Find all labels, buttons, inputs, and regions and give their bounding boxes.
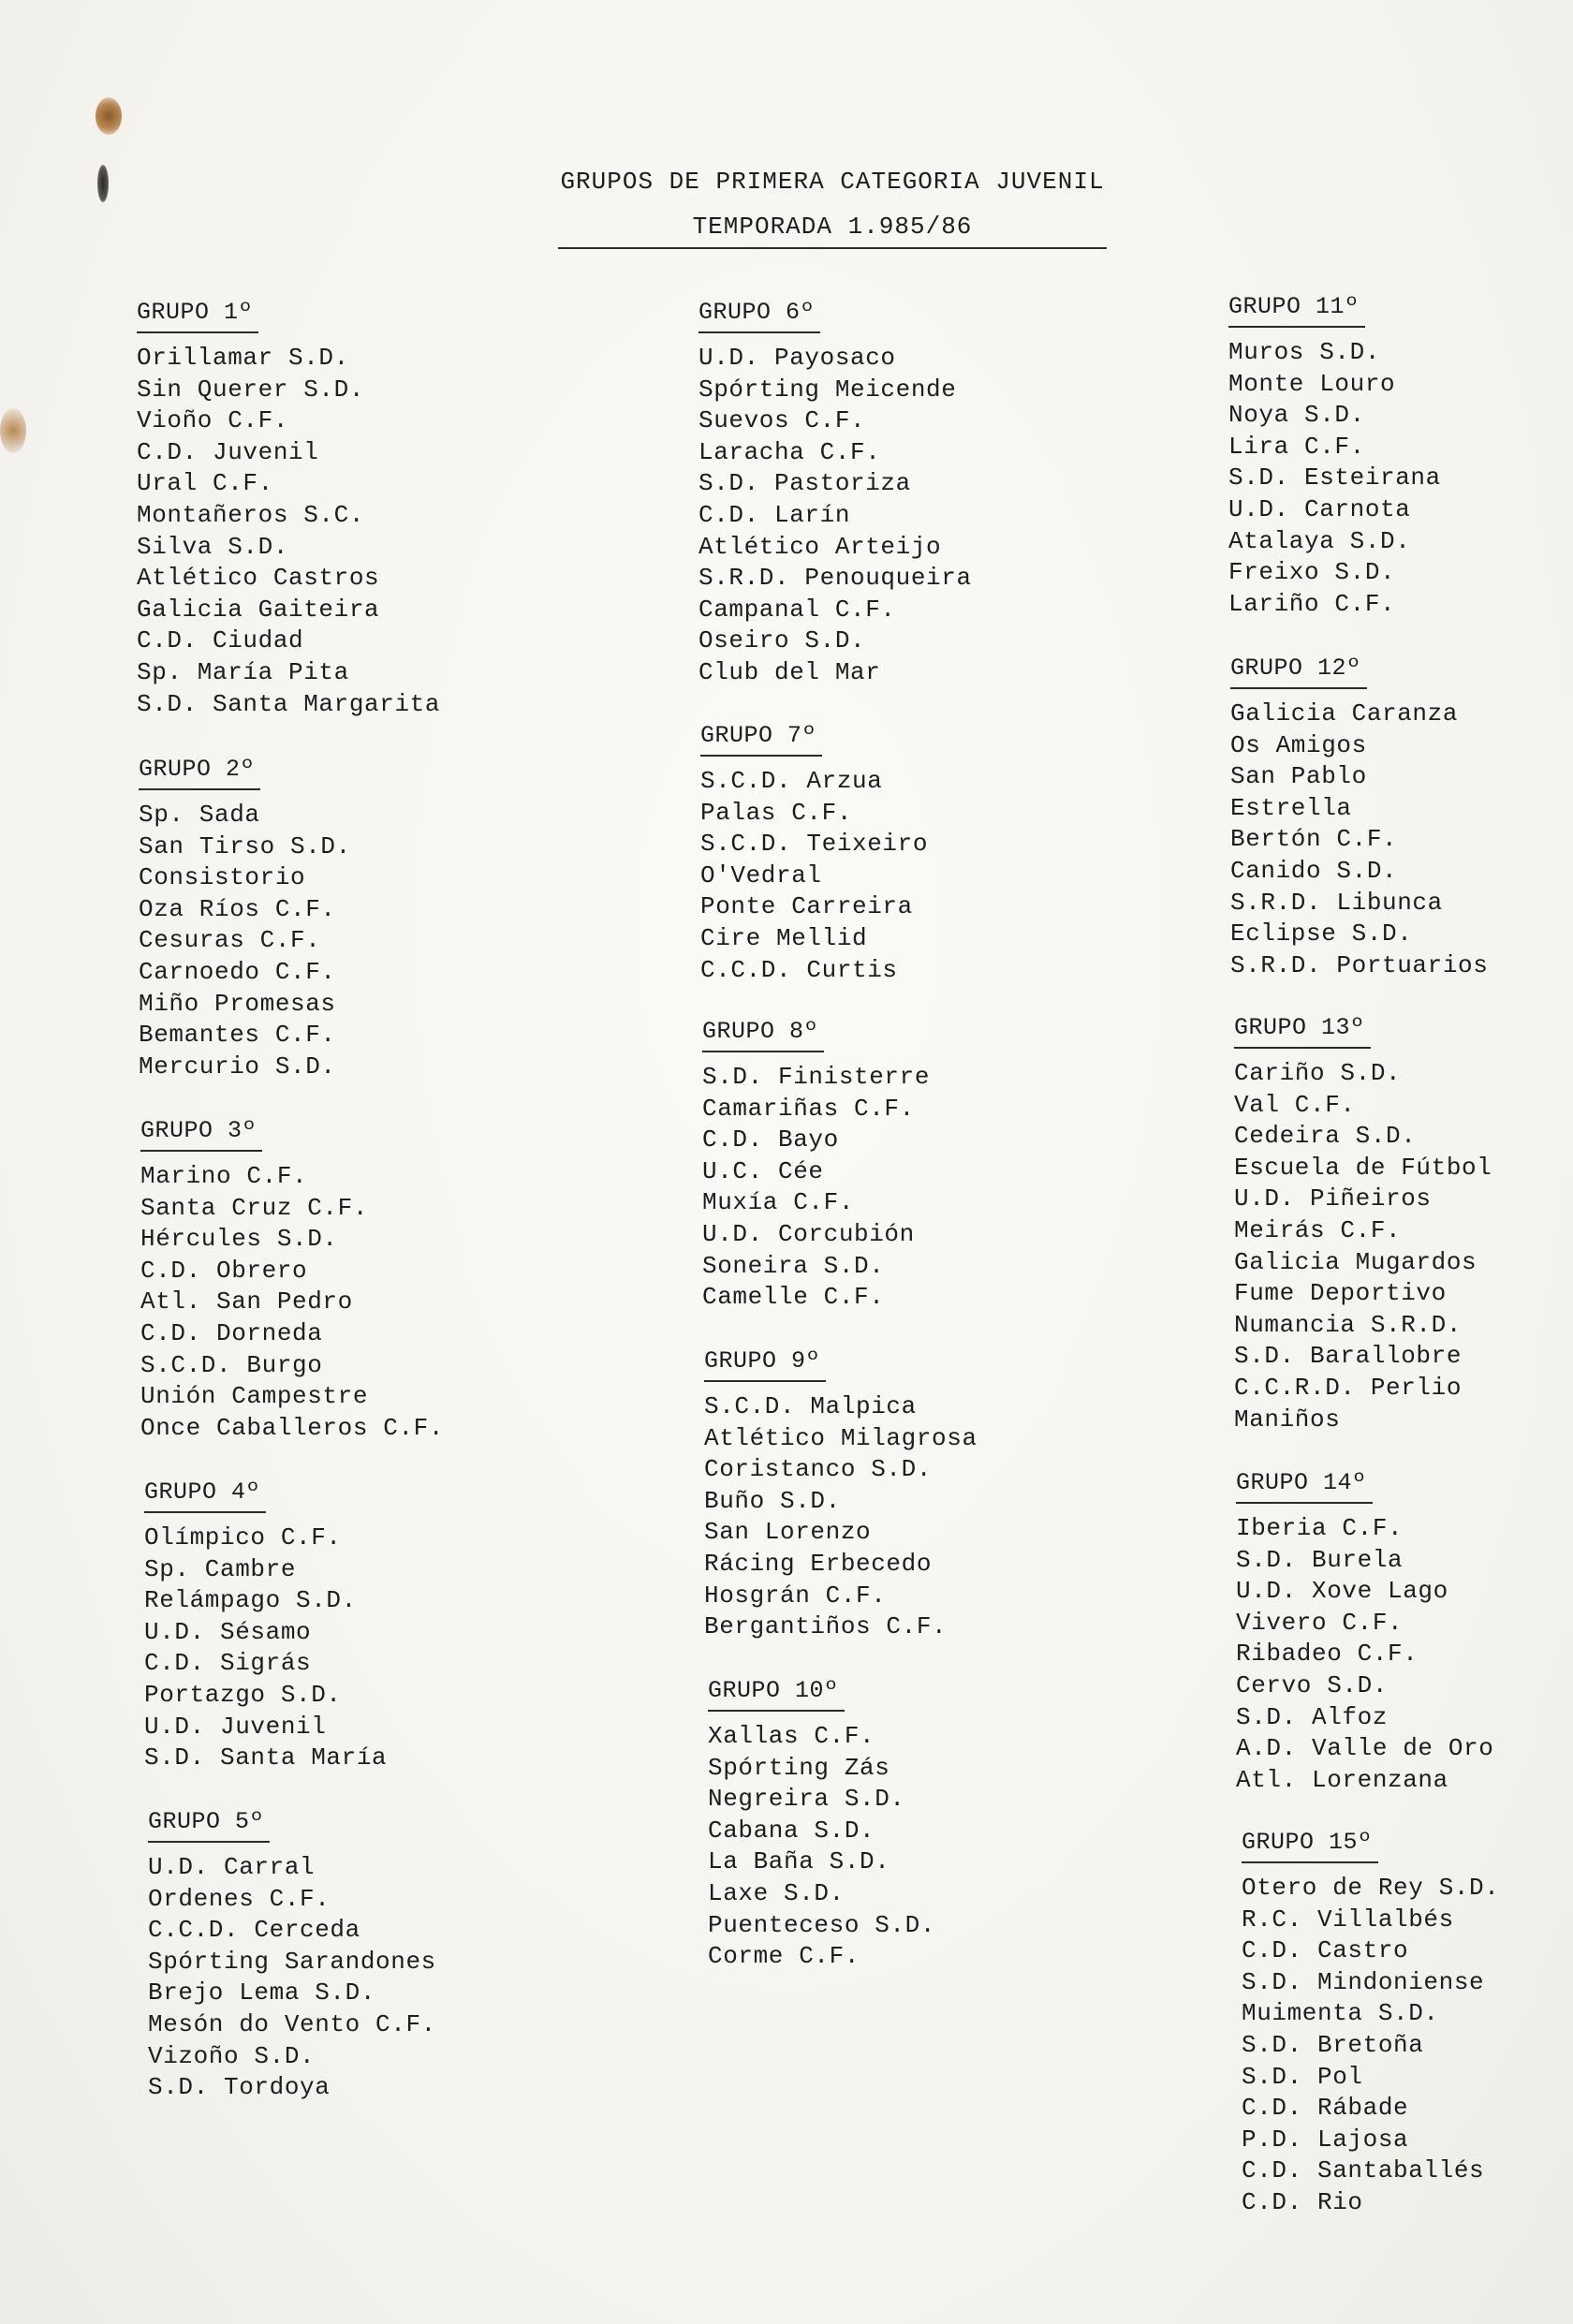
- team-list: [702, 1062, 930, 1314]
- team-item: C.C.D. Cerceda: [148, 1916, 360, 1945]
- team-item: S.D. Burela: [1236, 1545, 1404, 1574]
- team-item: Laracha C.F.: [698, 437, 881, 466]
- team-item: Freixo S.D.: [1228, 558, 1396, 587]
- team-item: Muxía C.F.: [702, 1188, 855, 1217]
- team-item: Atalaya S.D.: [1228, 526, 1411, 555]
- team-list: [708, 1721, 935, 1973]
- team-item: C.D. Bayo: [702, 1125, 839, 1155]
- team-item: Lariño C.F.: [1228, 589, 1396, 618]
- group-6: [698, 294, 972, 689]
- team-item: Unión Campestre: [140, 1382, 369, 1411]
- team-list: [139, 800, 351, 1082]
- group-8: [702, 1013, 930, 1314]
- team-item: Sp. María Pita: [137, 657, 349, 686]
- team-item: Canido S.D.: [1230, 856, 1398, 885]
- group-title: GRUPO 4º: [144, 1474, 266, 1513]
- group-9: [704, 1343, 978, 1643]
- team-item: Escuela de Fútbol: [1234, 1153, 1492, 1182]
- team-item: S.C.D. Burgo: [140, 1350, 323, 1379]
- team-item: U.D. Payosaco: [698, 344, 896, 372]
- team-item: Galicia Gaiteira: [137, 595, 380, 624]
- team-item: Vioño C.F.: [137, 406, 289, 435]
- team-item: Oseiro S.D.: [698, 626, 866, 655]
- group-13: [1234, 1009, 1492, 1435]
- group-title: GRUPO 3º: [140, 1112, 262, 1152]
- group-10: [708, 1672, 935, 1973]
- team-item: Club del Mar: [698, 657, 881, 686]
- team-item: C.D. Rábade: [1242, 2094, 1409, 2123]
- team-item: S.D. Finisterre: [702, 1063, 931, 1091]
- team-item: Sin Querer S.D.: [137, 375, 365, 404]
- team-item: C.D. Larín: [698, 500, 851, 529]
- rust-stain-small: [97, 165, 109, 202]
- team-item: Maniños: [1234, 1405, 1341, 1434]
- group-7: [700, 717, 928, 986]
- team-item: Numancia S.R.D.: [1234, 1310, 1463, 1339]
- team-item: Brejo Lema S.D.: [148, 1978, 376, 2008]
- team-item: Corme C.F.: [708, 1942, 860, 1971]
- group-title: GRUPO 12º: [1230, 650, 1367, 689]
- team-item: S.C.D. Arzua: [700, 767, 883, 795]
- team-item: Montañeros S.C.: [137, 500, 365, 529]
- team-item: S.D. Pol: [1242, 2062, 1363, 2091]
- team-item: Palas C.F.: [700, 798, 853, 827]
- group-5: [148, 1803, 436, 2104]
- team-item: Bemantes C.F.: [139, 1021, 336, 1050]
- team-item: Atlético Milagrosa: [704, 1423, 978, 1452]
- team-item: U.D. Juvenil: [144, 1712, 327, 1741]
- team-item: C.C.R.D. Perlio: [1234, 1373, 1463, 1402]
- team-item: S.D. Bretoña: [1242, 2030, 1424, 2059]
- team-item: Xallas C.F.: [708, 1722, 875, 1750]
- team-item: Atl. Lorenzana: [1236, 1765, 1448, 1794]
- group-3: [140, 1112, 444, 1444]
- team-item: Atlético Castros: [137, 564, 380, 593]
- team-item: Ural C.F.: [137, 469, 273, 498]
- team-item: Noya S.D.: [1228, 401, 1365, 430]
- team-item: C.D. Dorneda: [140, 1318, 323, 1347]
- group-4: [144, 1474, 387, 1774]
- group-title: GRUPO 11º: [1228, 288, 1365, 328]
- team-item: R.C. Villalbés: [1242, 1905, 1454, 1934]
- team-item: Sp. Sada: [139, 801, 260, 829]
- team-item: C.D. Obrero: [140, 1256, 308, 1285]
- team-item: Galicia Mugardos: [1234, 1247, 1477, 1276]
- team-list: [1228, 337, 1441, 620]
- team-item: Ribadeo C.F.: [1236, 1640, 1419, 1669]
- team-item: S.R.D. Libunca: [1230, 888, 1443, 917]
- rust-stain-edge: [0, 408, 26, 453]
- team-item: Olímpico C.F.: [144, 1523, 342, 1552]
- team-item: O'Vedral: [700, 860, 822, 890]
- team-item: Cervo S.D.: [1236, 1670, 1389, 1699]
- team-item: Hosgrán C.F.: [704, 1581, 887, 1610]
- team-item: Camelle C.F.: [702, 1283, 885, 1312]
- header-underline: [558, 247, 1107, 249]
- team-item: Atl. San Pedro: [140, 1287, 353, 1316]
- team-item: Eclipse S.D.: [1230, 919, 1413, 949]
- team-list: [1242, 1873, 1499, 2219]
- team-item: Ponte Carreira: [700, 892, 913, 921]
- team-item: S.D. Barallobre: [1234, 1342, 1463, 1371]
- team-item: San Pablo: [1230, 762, 1367, 791]
- team-item: Camariñas C.F.: [702, 1094, 915, 1123]
- team-item: Once Caballeros C.F.: [140, 1413, 445, 1442]
- team-item: Puenteceso S.D.: [708, 1910, 936, 1939]
- group-title: GRUPO 13º: [1234, 1009, 1371, 1049]
- team-item: Bertón C.F.: [1230, 825, 1398, 854]
- team-item: Campanal C.F.: [698, 595, 896, 624]
- team-item: Sp. Cambre: [144, 1554, 297, 1583]
- team-item: Vivero C.F.: [1236, 1608, 1404, 1637]
- team-list: [1234, 1058, 1492, 1435]
- team-item: Consistorio: [139, 863, 306, 892]
- team-item: Fume Deportivo: [1234, 1279, 1447, 1308]
- team-item: S.D. Santa Margarita: [137, 689, 441, 718]
- team-list: [140, 1161, 444, 1444]
- team-item: Suevos C.F.: [698, 406, 866, 435]
- group-12: [1230, 650, 1488, 981]
- team-item: S.D. Pastoriza: [698, 469, 911, 498]
- team-item: Otero de Rey S.D.: [1242, 1874, 1500, 1902]
- group-1: [137, 294, 440, 720]
- team-item: Galicia Caranza: [1230, 699, 1459, 728]
- group-title: GRUPO 7º: [700, 717, 822, 757]
- team-item: Silva S.D.: [137, 532, 289, 561]
- group-title: GRUPO 15º: [1242, 1824, 1378, 1863]
- team-item: A.D. Valle de Oro: [1236, 1734, 1494, 1763]
- team-item: U.D. Xove Lago: [1236, 1577, 1448, 1606]
- team-item: Lira C.F.: [1228, 432, 1365, 461]
- team-list: [698, 343, 972, 689]
- group-11: [1228, 288, 1441, 620]
- team-item: Cire Mellid: [700, 923, 868, 952]
- team-item: Hércules S.D.: [140, 1225, 338, 1254]
- team-list: [148, 1852, 436, 2104]
- group-14: [1236, 1464, 1493, 1796]
- team-item: S.R.D. Penouqueira: [698, 564, 972, 593]
- team-item: Mercurio S.D.: [139, 1052, 336, 1081]
- team-item: Vizoño S.D.: [148, 2041, 316, 2070]
- group-title: GRUPO 6º: [698, 294, 820, 333]
- team-item: C.D. Santaballés: [1242, 2156, 1485, 2185]
- team-item: S.R.D. Portuarios: [1230, 950, 1489, 979]
- group-title: GRUPO 9º: [704, 1343, 826, 1382]
- team-item: C.C.D. Curtis: [700, 955, 898, 984]
- team-item: U.D. Sésamo: [144, 1617, 312, 1646]
- team-item: Estrella: [1230, 793, 1352, 822]
- team-item: Spórting Meicende: [698, 375, 957, 404]
- team-item: Mesón do Vento C.F.: [148, 2009, 436, 2038]
- team-list: [144, 1522, 387, 1774]
- team-item: C.D. Ciudad: [137, 626, 304, 655]
- team-item: Bergantiños C.F.: [704, 1612, 948, 1641]
- group-title: GRUPO 8º: [702, 1013, 824, 1052]
- team-item: S.D. Mindoniense: [1242, 1967, 1485, 1996]
- team-item: C.D. Sigrás: [144, 1649, 312, 1678]
- team-item: C.D. Juvenil: [137, 437, 319, 466]
- team-item: Marino C.F.: [140, 1162, 308, 1190]
- team-item: Cariño S.D.: [1234, 1059, 1402, 1087]
- group-title: GRUPO 1º: [137, 294, 258, 333]
- team-item: Cesuras C.F.: [139, 926, 321, 955]
- team-item: Oza Ríos C.F.: [139, 894, 336, 923]
- team-item: U.C. Cée: [702, 1156, 824, 1185]
- team-list: [1230, 699, 1488, 981]
- team-item: Orillamar S.D.: [137, 344, 349, 372]
- team-item: S.D. Alfoz: [1236, 1702, 1389, 1731]
- document-subtitle: TEMPORADA 1.985/86: [692, 213, 973, 241]
- group-title: GRUPO 5º: [148, 1803, 270, 1843]
- team-item: Relámpago S.D.: [144, 1586, 357, 1615]
- team-item: U.D. Carnota: [1228, 494, 1411, 523]
- team-item: San Tirso S.D.: [139, 831, 351, 860]
- team-item: U.D. Corcubión: [702, 1219, 915, 1248]
- team-list: [137, 343, 440, 720]
- team-list: [700, 766, 928, 986]
- team-item: San Lorenzo: [704, 1518, 872, 1547]
- team-item: Ordenes C.F.: [148, 1884, 331, 1913]
- team-item: S.C.D. Malpica: [704, 1392, 917, 1420]
- team-item: Atlético Arteijo: [698, 532, 942, 561]
- team-item: S.D. Tordoya: [148, 2073, 331, 2102]
- team-item: U.D. Carral: [148, 1853, 316, 1881]
- team-item: Spórting Zás: [708, 1753, 890, 1782]
- team-item: S.D. Santa María: [144, 1743, 388, 1772]
- team-list: [704, 1391, 978, 1643]
- document-header: [558, 165, 1107, 249]
- team-item: U.D. Piñeiros: [1234, 1184, 1432, 1213]
- team-item: Coristanco S.D.: [704, 1455, 933, 1484]
- team-item: Carnoedo C.F.: [139, 957, 336, 986]
- team-item: S.C.D. Teixeiro: [700, 830, 929, 859]
- team-item: Muimenta S.D.: [1242, 1999, 1439, 2028]
- group-title: GRUPO 14º: [1236, 1464, 1373, 1504]
- team-item: Spórting Sarandones: [148, 1947, 436, 1976]
- team-item: Laxe S.D.: [708, 1878, 845, 1907]
- team-item: Soneira S.D.: [702, 1251, 885, 1280]
- team-item: Iberia C.F.: [1236, 1514, 1404, 1542]
- group-2: [139, 751, 351, 1082]
- team-item: Monte Louro: [1228, 369, 1396, 398]
- team-item: Miño Promesas: [139, 989, 336, 1018]
- team-item: C.D. Castro: [1242, 1936, 1409, 1965]
- team-item: Portazgo S.D.: [144, 1680, 342, 1709]
- team-item: S.D. Esteirana: [1228, 463, 1441, 493]
- rust-stain: [96, 97, 122, 135]
- team-item: Cabana S.D.: [708, 1816, 875, 1845]
- document-title: GRUPOS DE PRIMERA CATEGORIA JUVENIL: [560, 168, 1105, 196]
- team-item: Santa Cruz C.F.: [140, 1193, 369, 1222]
- team-list: [1236, 1513, 1493, 1796]
- team-item: La Baña S.D.: [708, 1847, 890, 1876]
- team-item: Negreira S.D.: [708, 1785, 905, 1814]
- team-item: Rácing Erbecedo: [704, 1549, 933, 1578]
- team-item: Cedeira S.D.: [1234, 1122, 1417, 1151]
- team-item: P.D. Lajosa: [1242, 2125, 1409, 2154]
- team-item: Meirás C.F.: [1234, 1215, 1402, 1244]
- team-item: Os Amigos: [1230, 730, 1367, 759]
- group-15: [1242, 1824, 1499, 2219]
- team-item: C.D. Rio: [1242, 2187, 1363, 2216]
- team-item: Val C.F.: [1234, 1090, 1356, 1119]
- team-item: Buño S.D.: [704, 1486, 841, 1515]
- group-title: GRUPO 2º: [139, 751, 260, 790]
- team-item: Muros S.D.: [1228, 338, 1381, 366]
- group-title: GRUPO 10º: [708, 1672, 845, 1712]
